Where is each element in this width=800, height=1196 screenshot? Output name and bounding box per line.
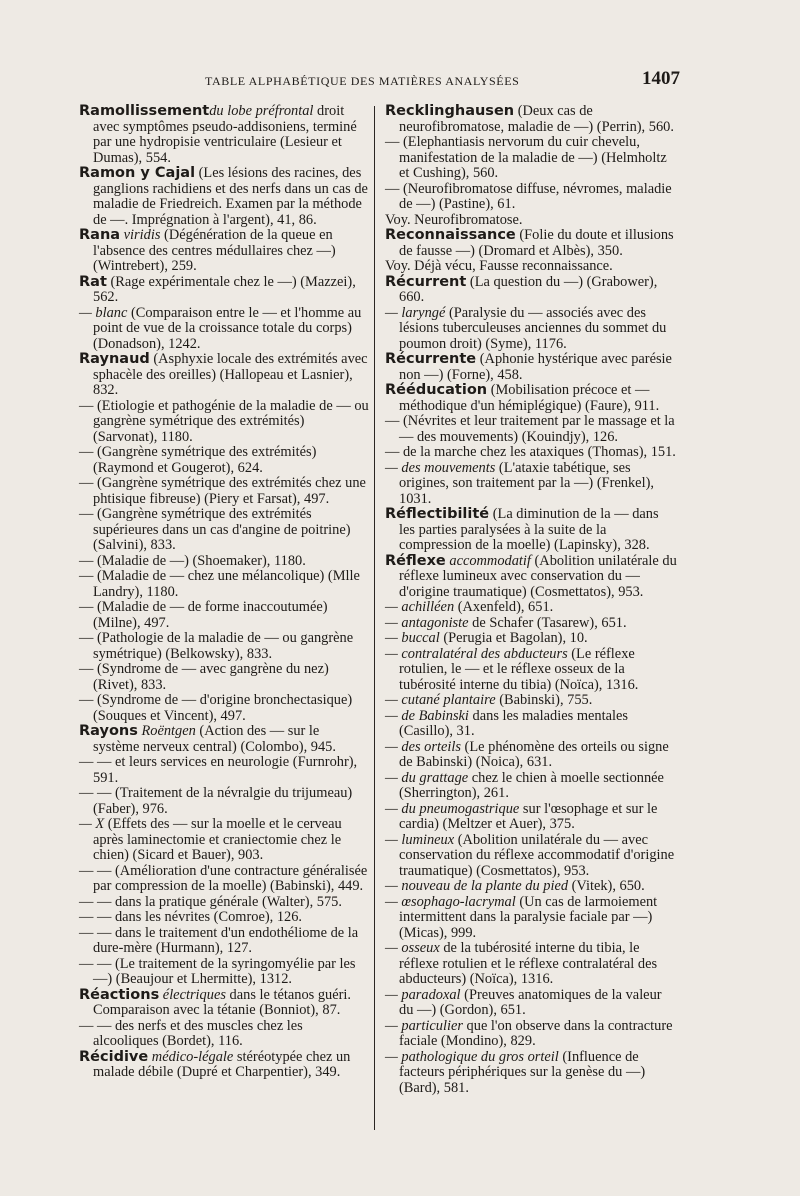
index-entry [79,476,369,507]
entry-text: — (Syndrome de — avec gangrène du nez) (Rivet), 833. [79,661,329,693]
index-entry [79,864,369,895]
entry-italic: — antagoniste [385,614,469,631]
entry-text: de Schafer (Tasarew), 651. [468,614,627,631]
left-column [79,104,369,1081]
entry-italic: — de Babinski [385,707,469,724]
entry-text: chez le chien à moelle sectionnée (Sherrington), 261. [399,769,664,801]
entry-text: que l'on observe dans la contracture faciale (Mondino), 829. [399,1017,673,1049]
page-number: 1407 [642,68,680,89]
entry-text: (L'ataxie tabétique, ses origines, son traitement par la —) (Frenkel), 1031. [399,459,654,507]
entry-text: de la tubérosité interne du tibia, le réflexe rotulien et le réflexe contralatéral des abducteurs) (Noïca), 1316. [399,940,658,987]
index-entry [385,228,677,259]
entry-text: (Axenfeld), 651. [454,599,554,615]
index-entry [385,445,677,461]
entry-text: — (Elephantiasis nervorum du cuir chevelu, manifestation de la maladie de —) (Helmholtz et Cushing), 560. [385,134,667,181]
index-entry [385,833,677,880]
entry-heading: Recklinghausen [385,103,515,119]
index-entry [385,461,677,508]
entry-italic: — œsophago-lacrymal [385,893,516,910]
entry-text: (Folie du doute et illusions de fausse —) (Dromard et Albès), 350. [399,227,674,259]
entry-text: — (Gangrène symétrique des extrémités) (Raymond et Gougerot), 624. [79,444,317,476]
entry-text: — (Syndrome de — d'origine bronchectasique) (Souques et Vincent), 497. [79,692,353,724]
entry-text: dans les maladies mentales (Casillo), 31. [399,707,628,739]
entry-italic: — du pneumogastrique [385,800,520,817]
entry-text: — — dans les névrites (Comroe), 126. [79,909,303,925]
entry-text: Voy. Neurofibromatose. [385,211,523,228]
index-entry [79,662,369,693]
entry-italic: — particulier [385,1017,463,1034]
entry-italic: — cutané plantaire [385,692,496,708]
entry-heading: Réactions [79,986,160,1003]
entry-text: (Le réflexe rotulien, le — et le réflexe osseux de la tubérosité interne du tibia) (Noïca), 1316. [399,645,639,693]
entry-italic: — achilléen [385,599,455,615]
entry-text: (Vitek), 650. [568,878,645,894]
index-entry [79,755,369,786]
entry-text: (Babinski), 755. [495,692,593,708]
index-entry [79,1019,369,1050]
right-column [385,104,677,1096]
index-entry [79,724,369,755]
entry-italic: accommodatif [445,552,531,569]
index-entry [385,988,677,1019]
index-entry [385,771,677,802]
column-divider [374,106,375,1130]
index-entry [79,104,369,166]
entry-text: — — (Amélioration d'une contracture généralisée par compression de la moelle) (Babinski), 449. [79,862,368,894]
index-entry [79,306,369,353]
entry-italic: — des orteils [385,738,461,755]
entry-heading: Rayons [79,723,138,739]
entry-text: (Dégénération de la queue en l'absence des centres médullaires chez —) (Wintrebert), 259. [93,227,336,274]
index-entry [385,709,677,740]
entry-heading: Rat [79,273,107,290]
index-entry [79,693,369,724]
index-entry [385,1050,677,1097]
entry-text: (Rage expérimentale chez le —) (Mazzei), 562. [93,273,356,305]
entry-text: — (Maladie de —) (Shoemaker), 1180. [79,552,306,569]
entry-heading: Réflexe [385,552,446,569]
index-entry [79,600,369,631]
entry-heading: Récidive [79,1048,149,1065]
index-entry [79,786,369,817]
entry-italic: — nouveau de la plante du pied [385,878,569,894]
index-entry [385,631,677,647]
index-entry [385,616,677,632]
entry-italic: — des mouvements [385,459,496,476]
entry-text: (Les lésions des racines, des ganglions rachidiens et des nerfs dans un cas de maladie de Friedreich. Examen par la méthode de —. Imprégnation à l'argent), 41, 86. [93,165,368,228]
index-entry [385,414,677,445]
entry-heading: Récurrente [385,351,477,367]
index-entry [385,182,677,213]
index-entry [79,445,369,476]
entry-heading: Ramon y Cajal [79,165,196,181]
index-entry [385,802,677,833]
index-entry [79,631,369,662]
index-entry [79,1050,369,1081]
index-entry [385,352,677,383]
entry-text: — — (Le traitement de la syringomyélie par les —) (Beaujour et Lhermitte), 1312. [79,955,356,987]
index-entry [79,926,369,957]
entry-heading: Rééducation [385,382,488,398]
entry-text: — (Pathologie de la maladie de — ou gangrène symétrique) (Belkowsky), 833. [79,630,354,662]
entry-italic: — contralatéral des abducteurs [385,645,568,662]
entry-italic: électriques [159,986,226,1003]
entry-italic: médico-légale [148,1048,234,1065]
entry-text: — (Neurofibromatose diffuse, névromes, maladie de —) (Pastine), 61. [385,180,672,212]
entry-text: (Perugia et Bagolan), 10. [439,630,588,646]
entry-text: stéréotypée chez un malade débile (Dupré et Charpentier), 349. [93,1048,351,1080]
index-entry [385,600,677,616]
entry-text: dans le tétanos guéri. Comparaison avec la tétanie (Bonniot), 87. [93,986,352,1018]
entry-text: — (Maladie de — chez une mélancolique) (Mlle Landry), 1180. [79,568,360,600]
index-entry [79,895,369,911]
page-header [0,68,800,92]
entry-text: (Un cas de larmoiement intermittent dans la paralysie faciale par —) (Micas), 999. [399,893,658,941]
entry-italic: du lobe préfrontal [209,103,314,119]
index-entry [79,817,369,864]
entry-heading: Reconnaissance [385,227,516,243]
index-entry [79,569,369,600]
index-entry [385,306,677,353]
entry-italic: — buccal [385,630,440,646]
entry-text: (Abolition unilatérale du — avec conservation du réflexe accommodatif d'origine traumatique) (Cosmettatos), 953. [399,831,675,879]
entry-heading: Rana [79,227,121,243]
index-entry [385,383,677,414]
index-entry [385,275,677,306]
index-entry [385,895,677,942]
entry-text: — — et leurs services en neurologie (Furnrohr), 591. [79,754,358,786]
entry-heading: Récurrent [385,273,467,290]
entry-text: (Comparaison entre le — et l'homme au point de vue de la croissance totale du corps) (Donadson), 1242. [93,304,362,352]
entry-italic: — du grattage [385,769,469,786]
index-entry [385,507,677,554]
entry-text: — — des nerfs et des muscles chez les alcooliques (Bordet), 116. [79,1017,303,1049]
entry-text: (Influence de facteurs périphériques sur la genèse du —) (Bard), 581. [399,1048,646,1096]
entry-text: — (Etiologie et pathogénie de la maladie de — ou gangrène symétrique des extrémités) (Sarvonat), 1180. [79,397,369,445]
entry-text: — (Gangrène symétrique des extrémités supérieures dans un cas d'angine de poitrine) (Salvini), 833. [79,506,351,553]
index-entry [385,647,677,694]
index-entry [79,352,369,399]
entry-text: (Action des — sur le système nerveux central) (Colombo), 945. [93,723,336,755]
entry-text: — — (Traitement de la névralgie du trijumeau) (Faber), 976. [79,785,353,817]
index-entry [79,910,369,926]
entry-text: (La diminution de la — dans les parties paralysées à la suite de la compression de la moelle) (Lapinsky), 328. [399,506,659,553]
entry-text: — (Névrites et leur traitement par le massage et la — des mouvements) (Kouindjy), 126. [385,413,675,445]
entry-italic: viridis [120,227,161,243]
entry-heading: Raynaud [79,351,150,367]
index-entry [385,104,677,135]
index-entry [385,259,677,275]
entry-text: (Aphonie hystérique avec parésie non —) (Forne), 458. [399,351,672,383]
index-entry [385,740,677,771]
entry-text: (La question du —) (Grabower), 660. [399,273,658,305]
entry-italic: — laryngé [385,304,446,321]
index-entry [385,693,677,709]
index-entry [79,507,369,554]
index-entry [79,554,369,570]
index-entry [385,941,677,988]
index-entry [385,554,677,601]
index-entry [385,1019,677,1050]
entry-italic: — osseux [385,940,440,956]
entry-text: Voy. Déjà vécu, Fausse reconnaissance. [385,258,613,274]
entry-text: (Preuves anatomiques de la valeur du —) (Gordon), 651. [399,986,662,1018]
index-entry [79,228,369,275]
entry-heading: Ramollissement [79,103,210,119]
entry-text: (Effets des — sur la moelle et le cerveau après laminectomie et craniectomie chez le chien) (Sicard et Bauer), 903. [93,816,342,863]
entry-text: (Mobilisation précoce et — méthodique d'un hémiplégique) (Faure), 911. [399,382,660,414]
entry-text: droit avec symptômes pseudo-addisoniens, terminé par une hydropisie ventriculaire (Lesieur et Dumas), 554. [93,103,357,166]
entry-text: — — dans le traitement d'un endothéliome de la dure-mère (Hurmann), 127. [79,924,359,956]
entry-text: (Abolition unilatérale du réflexe lumineux avec conservation du — d'origine traumatique) (Cosmettatos), 953. [399,552,677,600]
entry-text: (Paralysie du — associés avec des lésions tuberculeuses anciennes du sommet du poumon droit) (Syme), 1176. [399,304,667,352]
running-title: TABLE ALPHABÉTIQUE DES MATIÈRES ANALYSÉES [205,74,520,88]
index-entry [385,213,677,229]
entry-text: (Le phénomène des orteils ou signe de Babinski) (Noica), 631. [399,738,669,770]
index-entry [79,957,369,988]
entry-text: — de la marche chez les ataxiques (Thomas), 151. [385,444,676,460]
entry-italic: Roëntgen [137,723,196,739]
entry-text: — — dans la pratique générale (Walter), 575. [79,893,342,910]
entry-italic: — blanc [79,304,128,321]
entry-text: — (Maladie de — de forme inaccoutumée) (Milne), 497. [79,599,328,631]
entry-text: — (Gangrène symétrique des extrémités chez une phtisique fibreuse) (Piery et Farsat), 497. [79,475,366,507]
index-entry [385,135,677,182]
entry-heading: Réflectibilité [385,506,490,522]
entry-italic: — lumineux [385,831,455,848]
entry-italic: — paradoxal [385,986,461,1003]
entry-italic: — X [79,816,105,832]
index-entry [385,879,677,895]
entry-text: (Asphyxie locale des extrémités avec sphacèle des oreilles) (Hallopeau et Lasnier), 832. [93,351,368,398]
entry-text: sur l'œsophage et sur le cardia) (Meltzer et Auer), 375. [399,800,658,832]
entry-italic: — pathologique du gros orteil [385,1048,559,1065]
entry-text: (Deux cas de neurofibromatose, maladie de —) (Perrin), 560. [399,103,674,135]
index-entry [79,275,369,306]
index-entry [79,166,369,228]
index-entry [79,399,369,446]
index-entry [79,988,369,1019]
